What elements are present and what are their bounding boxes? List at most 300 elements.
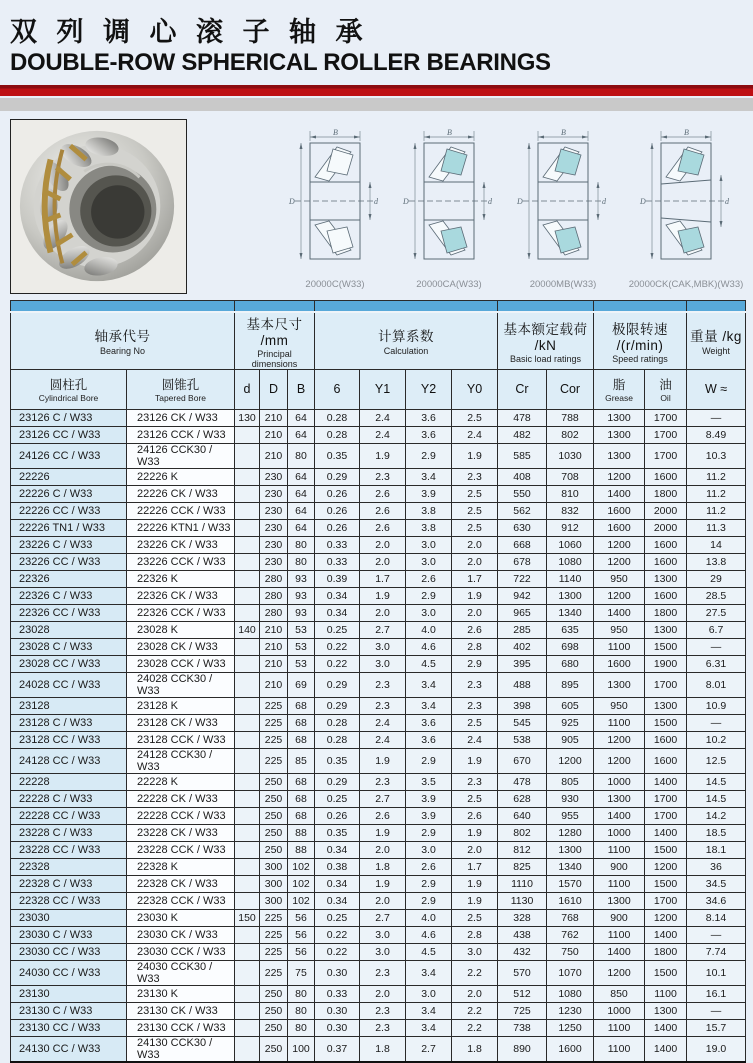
diagram-20000c — [285, 127, 385, 290]
cell-value: 805 — [547, 773, 594, 790]
cell-value: 1400 — [594, 604, 645, 621]
diagram-20000ca — [399, 127, 499, 290]
cell-value: 0.34 — [315, 587, 360, 604]
table-row — [11, 714, 746, 731]
table-row — [11, 443, 746, 468]
cell-value: 670 — [498, 748, 547, 773]
cell-value: 130 — [235, 409, 260, 426]
cell-value: 955 — [547, 807, 594, 824]
cell-value: 1400 — [645, 824, 687, 841]
cell-value — [235, 672, 260, 697]
cell-value: 10.2 — [687, 731, 746, 748]
cell-value: 3.4 — [406, 468, 452, 485]
col-e: 6 — [315, 369, 360, 409]
cell-value: 2.2 — [452, 960, 498, 985]
cell-value: 1200 — [594, 536, 645, 553]
cell-cylindrical-bore: 23126 C / W33 — [11, 409, 127, 426]
cell-value: 2.3 — [452, 697, 498, 714]
col-grease: 脂 Grease — [594, 369, 645, 409]
cell-value: 570 — [498, 960, 547, 985]
cell-value — [235, 731, 260, 748]
cell-value: 3.4 — [406, 1002, 452, 1019]
cell-value: 0.26 — [315, 485, 360, 502]
cell-cylindrical-bore: 23028 C / W33 — [11, 638, 127, 655]
cell-value: 1340 — [547, 604, 594, 621]
cell-value: 2.8 — [452, 638, 498, 655]
cell-tapered-bore: 23126 CK / W33 — [127, 409, 235, 426]
cell-value: 2.3 — [452, 672, 498, 697]
cell-cylindrical-bore: 23028 CC / W33 — [11, 655, 127, 672]
cell-value: 2.5 — [452, 519, 498, 536]
cell-value: 545 — [498, 714, 547, 731]
cell-value — [235, 426, 260, 443]
cell-value: 1.8 — [452, 1036, 498, 1062]
cell-cylindrical-bore: 23130 — [11, 985, 127, 1002]
cell-value: 0.28 — [315, 409, 360, 426]
cell-value: 4.5 — [406, 943, 452, 960]
cell-value: 1600 — [645, 536, 687, 553]
bearing-spec-table — [10, 300, 746, 1063]
table-row — [11, 638, 746, 655]
col-Y0: Y0 — [452, 369, 498, 409]
cell-value: 1.9 — [360, 443, 406, 468]
cell-value: 3.5 — [406, 773, 452, 790]
table-row — [11, 519, 746, 536]
dim-label-D: D — [517, 197, 523, 207]
cell-value: 3.6 — [406, 426, 452, 443]
cell-value: 68 — [288, 731, 315, 748]
cell-value: 1400 — [645, 773, 687, 790]
cell-value: 2.0 — [360, 985, 406, 1002]
table-row — [11, 731, 746, 748]
cell-value: 0.22 — [315, 638, 360, 655]
cell-value: 0.29 — [315, 697, 360, 714]
cell-value: 1200 — [594, 748, 645, 773]
cell-value: 488 — [498, 672, 547, 697]
cell-cylindrical-bore: 24128 CC / W33 — [11, 748, 127, 773]
cell-cylindrical-bore: 23128 — [11, 697, 127, 714]
cell-value: 2.4 — [360, 426, 406, 443]
cell-value: 16.1 — [687, 985, 746, 1002]
cell-cylindrical-bore: 23226 C / W33 — [11, 536, 127, 553]
table-row — [11, 985, 746, 1002]
dim-label-D: D — [403, 197, 409, 207]
cell-value: 210 — [260, 621, 288, 638]
cell-value: 11.2 — [687, 485, 746, 502]
cell-value: 10.9 — [687, 697, 746, 714]
cell-value: 2.9 — [406, 443, 452, 468]
cell-value: 0.28 — [315, 426, 360, 443]
cell-value: 1600 — [594, 655, 645, 672]
cell-value: 478 — [498, 773, 547, 790]
cell-value: 2.4 — [360, 731, 406, 748]
cell-tapered-bore: 22326 K — [127, 570, 235, 587]
cell-value: 250 — [260, 807, 288, 824]
bearing-cross-section-drawing — [285, 127, 385, 275]
cell-value: 2.0 — [360, 604, 406, 621]
cell-value: 14.2 — [687, 807, 746, 824]
cell-value: 53 — [288, 638, 315, 655]
cell-value: 1280 — [547, 824, 594, 841]
cell-value: 2.0 — [360, 536, 406, 553]
cell-value: 56 — [288, 909, 315, 926]
cell-value: 3.0 — [360, 655, 406, 672]
cell-value: 0.25 — [315, 790, 360, 807]
cell-value: 0.35 — [315, 748, 360, 773]
cell-value: 3.4 — [406, 960, 452, 985]
cell-value: 1100 — [594, 714, 645, 731]
cell-value: 1600 — [594, 519, 645, 536]
group-calculation: 计算系数 Calculation — [315, 312, 498, 370]
cell-value: — — [687, 638, 746, 655]
cell-value: 1300 — [594, 409, 645, 426]
cell-value: 2.0 — [452, 985, 498, 1002]
cell-value: 0.29 — [315, 468, 360, 485]
cell-value — [235, 985, 260, 1002]
cell-tapered-bore: 23130 CCK / W33 — [127, 1019, 235, 1036]
dim-label-D: D — [640, 197, 646, 207]
cell-tapered-bore: 24130 CCK30 / W33 — [127, 1036, 235, 1062]
bearing-cross-section-drawing — [513, 127, 613, 275]
cell-tapered-bore: 23030 CCK / W33 — [127, 943, 235, 960]
cell-value: 2.5 — [452, 909, 498, 926]
cell-value — [235, 1002, 260, 1019]
table-row — [11, 426, 746, 443]
cell-tapered-bore: 22328 CK / W33 — [127, 875, 235, 892]
cell-value — [235, 841, 260, 858]
cell-value: 1600 — [645, 468, 687, 485]
cell-value — [235, 926, 260, 943]
cell-value: 230 — [260, 519, 288, 536]
cell-value: 1500 — [645, 841, 687, 858]
cell-value: 0.34 — [315, 604, 360, 621]
cell-value: 34.5 — [687, 875, 746, 892]
cell-value: 19.0 — [687, 1036, 746, 1062]
cell-value: 0.38 — [315, 858, 360, 875]
cell-value: 1100 — [594, 638, 645, 655]
cell-value: 1500 — [645, 960, 687, 985]
cell-value: 2.9 — [406, 587, 452, 604]
cell-value: 2.7 — [360, 621, 406, 638]
cell-value: 1030 — [547, 443, 594, 468]
cell-value: 4.0 — [406, 621, 452, 638]
cell-value: 432 — [498, 943, 547, 960]
cell-value: 2.5 — [452, 485, 498, 502]
cell-tapered-bore: 23228 CK / W33 — [127, 824, 235, 841]
cell-value: 2.6 — [360, 485, 406, 502]
table-row — [11, 409, 746, 426]
cell-cylindrical-bore: 22326 — [11, 570, 127, 587]
cell-value: 230 — [260, 468, 288, 485]
red-divider-bar — [0, 85, 753, 96]
cell-value: 438 — [498, 926, 547, 943]
cell-cylindrical-bore: 22328 CC / W33 — [11, 892, 127, 909]
cell-value: 230 — [260, 553, 288, 570]
cell-cylindrical-bore: 24130 CC / W33 — [11, 1036, 127, 1062]
cell-value: 3.8 — [406, 519, 452, 536]
cell-value: 285 — [498, 621, 547, 638]
cell-value: 788 — [547, 409, 594, 426]
cell-tapered-bore: 24030 CCK30 / W33 — [127, 960, 235, 985]
cell-tapered-bore: 23030 K — [127, 909, 235, 926]
cell-value: 2000 — [645, 519, 687, 536]
dim-label-d: d — [374, 197, 378, 207]
cell-value: 2.9 — [452, 655, 498, 672]
page-header — [0, 0, 753, 78]
cell-value: 1000 — [594, 824, 645, 841]
diagram-caption: 20000C(W33) — [305, 279, 365, 291]
cell-value: 2.0 — [452, 604, 498, 621]
cell-value: 1100 — [645, 985, 687, 1002]
cell-value: 0.34 — [315, 892, 360, 909]
cell-value — [235, 773, 260, 790]
cell-value: 398 — [498, 697, 547, 714]
cell-value: 328 — [498, 909, 547, 926]
cell-value: 1700 — [645, 892, 687, 909]
cell-value: 2.3 — [360, 960, 406, 985]
cell-value: 225 — [260, 909, 288, 926]
cell-value: 14.5 — [687, 773, 746, 790]
cell-value: 2.4 — [452, 426, 498, 443]
cell-value: 3.9 — [406, 485, 452, 502]
cell-value: 4.6 — [406, 926, 452, 943]
cell-value: 102 — [288, 892, 315, 909]
cell-value: 1250 — [547, 1019, 594, 1036]
cell-tapered-bore: 22228 CCK / W33 — [127, 807, 235, 824]
cell-value: 1.9 — [360, 587, 406, 604]
cell-value: 1100 — [594, 1036, 645, 1062]
cell-value: 1.9 — [452, 824, 498, 841]
cell-value: 1700 — [645, 807, 687, 824]
cell-tapered-bore: 23128 CCK / W33 — [127, 731, 235, 748]
cell-tapered-bore: 23028 CCK / W33 — [127, 655, 235, 672]
cell-value: 750 — [547, 943, 594, 960]
cell-value: 3.8 — [406, 502, 452, 519]
cell-value: 1400 — [594, 943, 645, 960]
cell-value: 80 — [288, 985, 315, 1002]
cell-value: 210 — [260, 655, 288, 672]
cell-tapered-bore: 23028 CK / W33 — [127, 638, 235, 655]
dim-label-B: B — [684, 128, 689, 138]
cell-value: 250 — [260, 790, 288, 807]
group-principal-dimensions: 基本尺寸 /mm Principal dimensions — [235, 312, 315, 370]
table-row — [11, 773, 746, 790]
cell-value: 640 — [498, 807, 547, 824]
cell-value: 482 — [498, 426, 547, 443]
cell-value: 1140 — [547, 570, 594, 587]
dim-label-B: B — [333, 128, 338, 138]
cell-value: 8.49 — [687, 426, 746, 443]
cell-value: 4.5 — [406, 655, 452, 672]
cell-tapered-bore: 23028 K — [127, 621, 235, 638]
cell-value: 1300 — [594, 426, 645, 443]
cell-value: 0.39 — [315, 570, 360, 587]
cell-value: 2.3 — [360, 672, 406, 697]
cell-value: 1070 — [547, 960, 594, 985]
col-Y2: Y2 — [406, 369, 452, 409]
cell-cylindrical-bore: 24028 CC / W33 — [11, 672, 127, 697]
cell-value: 905 — [547, 731, 594, 748]
cell-tapered-bore: 22226 CK / W33 — [127, 485, 235, 502]
cell-value — [235, 858, 260, 875]
table-row — [11, 1036, 746, 1062]
cell-value: 93 — [288, 587, 315, 604]
cell-cylindrical-bore: 23130 C / W33 — [11, 1002, 127, 1019]
cell-value: 27.5 — [687, 604, 746, 621]
cell-value: 478 — [498, 409, 547, 426]
cell-value: 280 — [260, 570, 288, 587]
cell-value: 230 — [260, 536, 288, 553]
dim-label-d: d — [488, 197, 492, 207]
table-row — [11, 790, 746, 807]
cell-value: 1340 — [547, 858, 594, 875]
cell-tapered-bore: 23228 CCK / W33 — [127, 841, 235, 858]
cell-value — [235, 824, 260, 841]
cell-tapered-bore: 22326 CCK / W33 — [127, 604, 235, 621]
cell-value: — — [687, 409, 746, 426]
cell-value: 2.6 — [360, 807, 406, 824]
cell-value: 1610 — [547, 892, 594, 909]
cell-value: 3.4 — [406, 697, 452, 714]
cell-value: 2.2 — [452, 1002, 498, 1019]
table-header — [11, 301, 746, 410]
cell-value: 1200 — [594, 553, 645, 570]
cell-value: — — [687, 1002, 746, 1019]
cell-value: 2.2 — [452, 1019, 498, 1036]
group-header-row — [11, 312, 746, 370]
cell-value: 0.25 — [315, 909, 360, 926]
cell-value: 2.8 — [452, 926, 498, 943]
cell-value: 64 — [288, 426, 315, 443]
cell-value — [235, 655, 260, 672]
cell-value: 93 — [288, 570, 315, 587]
cell-value: 1200 — [547, 748, 594, 773]
cell-value: 950 — [594, 621, 645, 638]
cell-value: 93 — [288, 604, 315, 621]
cell-value — [235, 638, 260, 655]
col-weight: W ≈ — [687, 369, 746, 409]
cell-value: 0.30 — [315, 1019, 360, 1036]
cell-value: 1.7 — [452, 570, 498, 587]
cell-value: 408 — [498, 468, 547, 485]
cell-value: 210 — [260, 443, 288, 468]
cell-value: 11.2 — [687, 502, 746, 519]
cell-value: 1700 — [645, 409, 687, 426]
cell-value: 3.4 — [406, 1019, 452, 1036]
cell-cylindrical-bore: 22326 CC / W33 — [11, 604, 127, 621]
cell-value: 1.9 — [360, 875, 406, 892]
diagram-caption: 20000MB(W33) — [529, 279, 597, 291]
table-row — [11, 748, 746, 773]
cell-cylindrical-bore: 22226 TN1 / W33 — [11, 519, 127, 536]
cell-value: 2.5 — [452, 714, 498, 731]
cell-cylindrical-bore: 23028 — [11, 621, 127, 638]
cell-value: 210 — [260, 638, 288, 655]
cell-value: 1570 — [547, 875, 594, 892]
table-row — [11, 697, 746, 714]
cell-value: 678 — [498, 553, 547, 570]
cell-value: 890 — [498, 1036, 547, 1062]
cell-value: 0.26 — [315, 502, 360, 519]
cell-value: 950 — [594, 570, 645, 587]
cell-value: 2.5 — [452, 409, 498, 426]
cell-value: 1700 — [645, 443, 687, 468]
cell-value: 1400 — [645, 926, 687, 943]
table-row — [11, 1002, 746, 1019]
table-row — [11, 841, 746, 858]
cell-value: 210 — [260, 409, 288, 426]
cell-value: 1600 — [645, 748, 687, 773]
cell-value: 7.74 — [687, 943, 746, 960]
cell-value — [235, 570, 260, 587]
cell-value: 250 — [260, 841, 288, 858]
cell-value: 3.0 — [360, 638, 406, 655]
cell-value: 1900 — [645, 655, 687, 672]
group-speed-ratings: 极限转速 /(r/min) Speed ratings — [594, 312, 687, 370]
cell-cylindrical-bore: 23128 CC / W33 — [11, 731, 127, 748]
cell-value: 1300 — [594, 790, 645, 807]
table-row — [11, 587, 746, 604]
cell-tapered-bore: 22228 K — [127, 773, 235, 790]
cell-value: 4.6 — [406, 638, 452, 655]
cell-cylindrical-bore: 22328 C / W33 — [11, 875, 127, 892]
cell-value: 550 — [498, 485, 547, 502]
cell-value: 4.0 — [406, 909, 452, 926]
cell-value — [235, 790, 260, 807]
cell-value: 0.35 — [315, 443, 360, 468]
cell-value: 1.7 — [452, 858, 498, 875]
cell-value: 2.0 — [452, 536, 498, 553]
cell-value: 29 — [687, 570, 746, 587]
table-row — [11, 960, 746, 985]
cell-value: 1300 — [547, 587, 594, 604]
cell-value: 2.6 — [452, 621, 498, 638]
cell-value: 942 — [498, 587, 547, 604]
cell-tapered-bore: 23128 K — [127, 697, 235, 714]
dim-label-d: d — [602, 197, 606, 207]
cell-value: 102 — [288, 858, 315, 875]
cell-value: 1400 — [594, 485, 645, 502]
cell-value: 100 — [288, 1036, 315, 1062]
cell-value: 1800 — [645, 943, 687, 960]
cell-value: 1300 — [645, 1002, 687, 1019]
cell-value: 0.25 — [315, 621, 360, 638]
cell-value: 0.29 — [315, 773, 360, 790]
cell-value — [235, 875, 260, 892]
cell-value: 1700 — [645, 426, 687, 443]
cell-value: 2.7 — [406, 1036, 452, 1062]
table-row — [11, 875, 746, 892]
cell-cylindrical-bore: 23226 CC / W33 — [11, 553, 127, 570]
cell-value: 1300 — [645, 570, 687, 587]
cell-value: 2.7 — [360, 790, 406, 807]
cell-value: 2.6 — [360, 519, 406, 536]
cell-value: 8.01 — [687, 672, 746, 697]
cell-value: 300 — [260, 858, 288, 875]
cell-value: 965 — [498, 604, 547, 621]
blue-bar-segment — [235, 301, 315, 312]
bearing-table-section — [0, 294, 753, 1063]
cell-value: 1080 — [547, 553, 594, 570]
cell-value: 225 — [260, 748, 288, 773]
cell-value: 725 — [498, 1002, 547, 1019]
cell-value: 925 — [547, 714, 594, 731]
dim-label-d: d — [725, 197, 729, 207]
cell-value: 2000 — [645, 502, 687, 519]
cell-value: 1.9 — [452, 443, 498, 468]
cell-value: 762 — [547, 926, 594, 943]
cell-value: 2.9 — [406, 748, 452, 773]
